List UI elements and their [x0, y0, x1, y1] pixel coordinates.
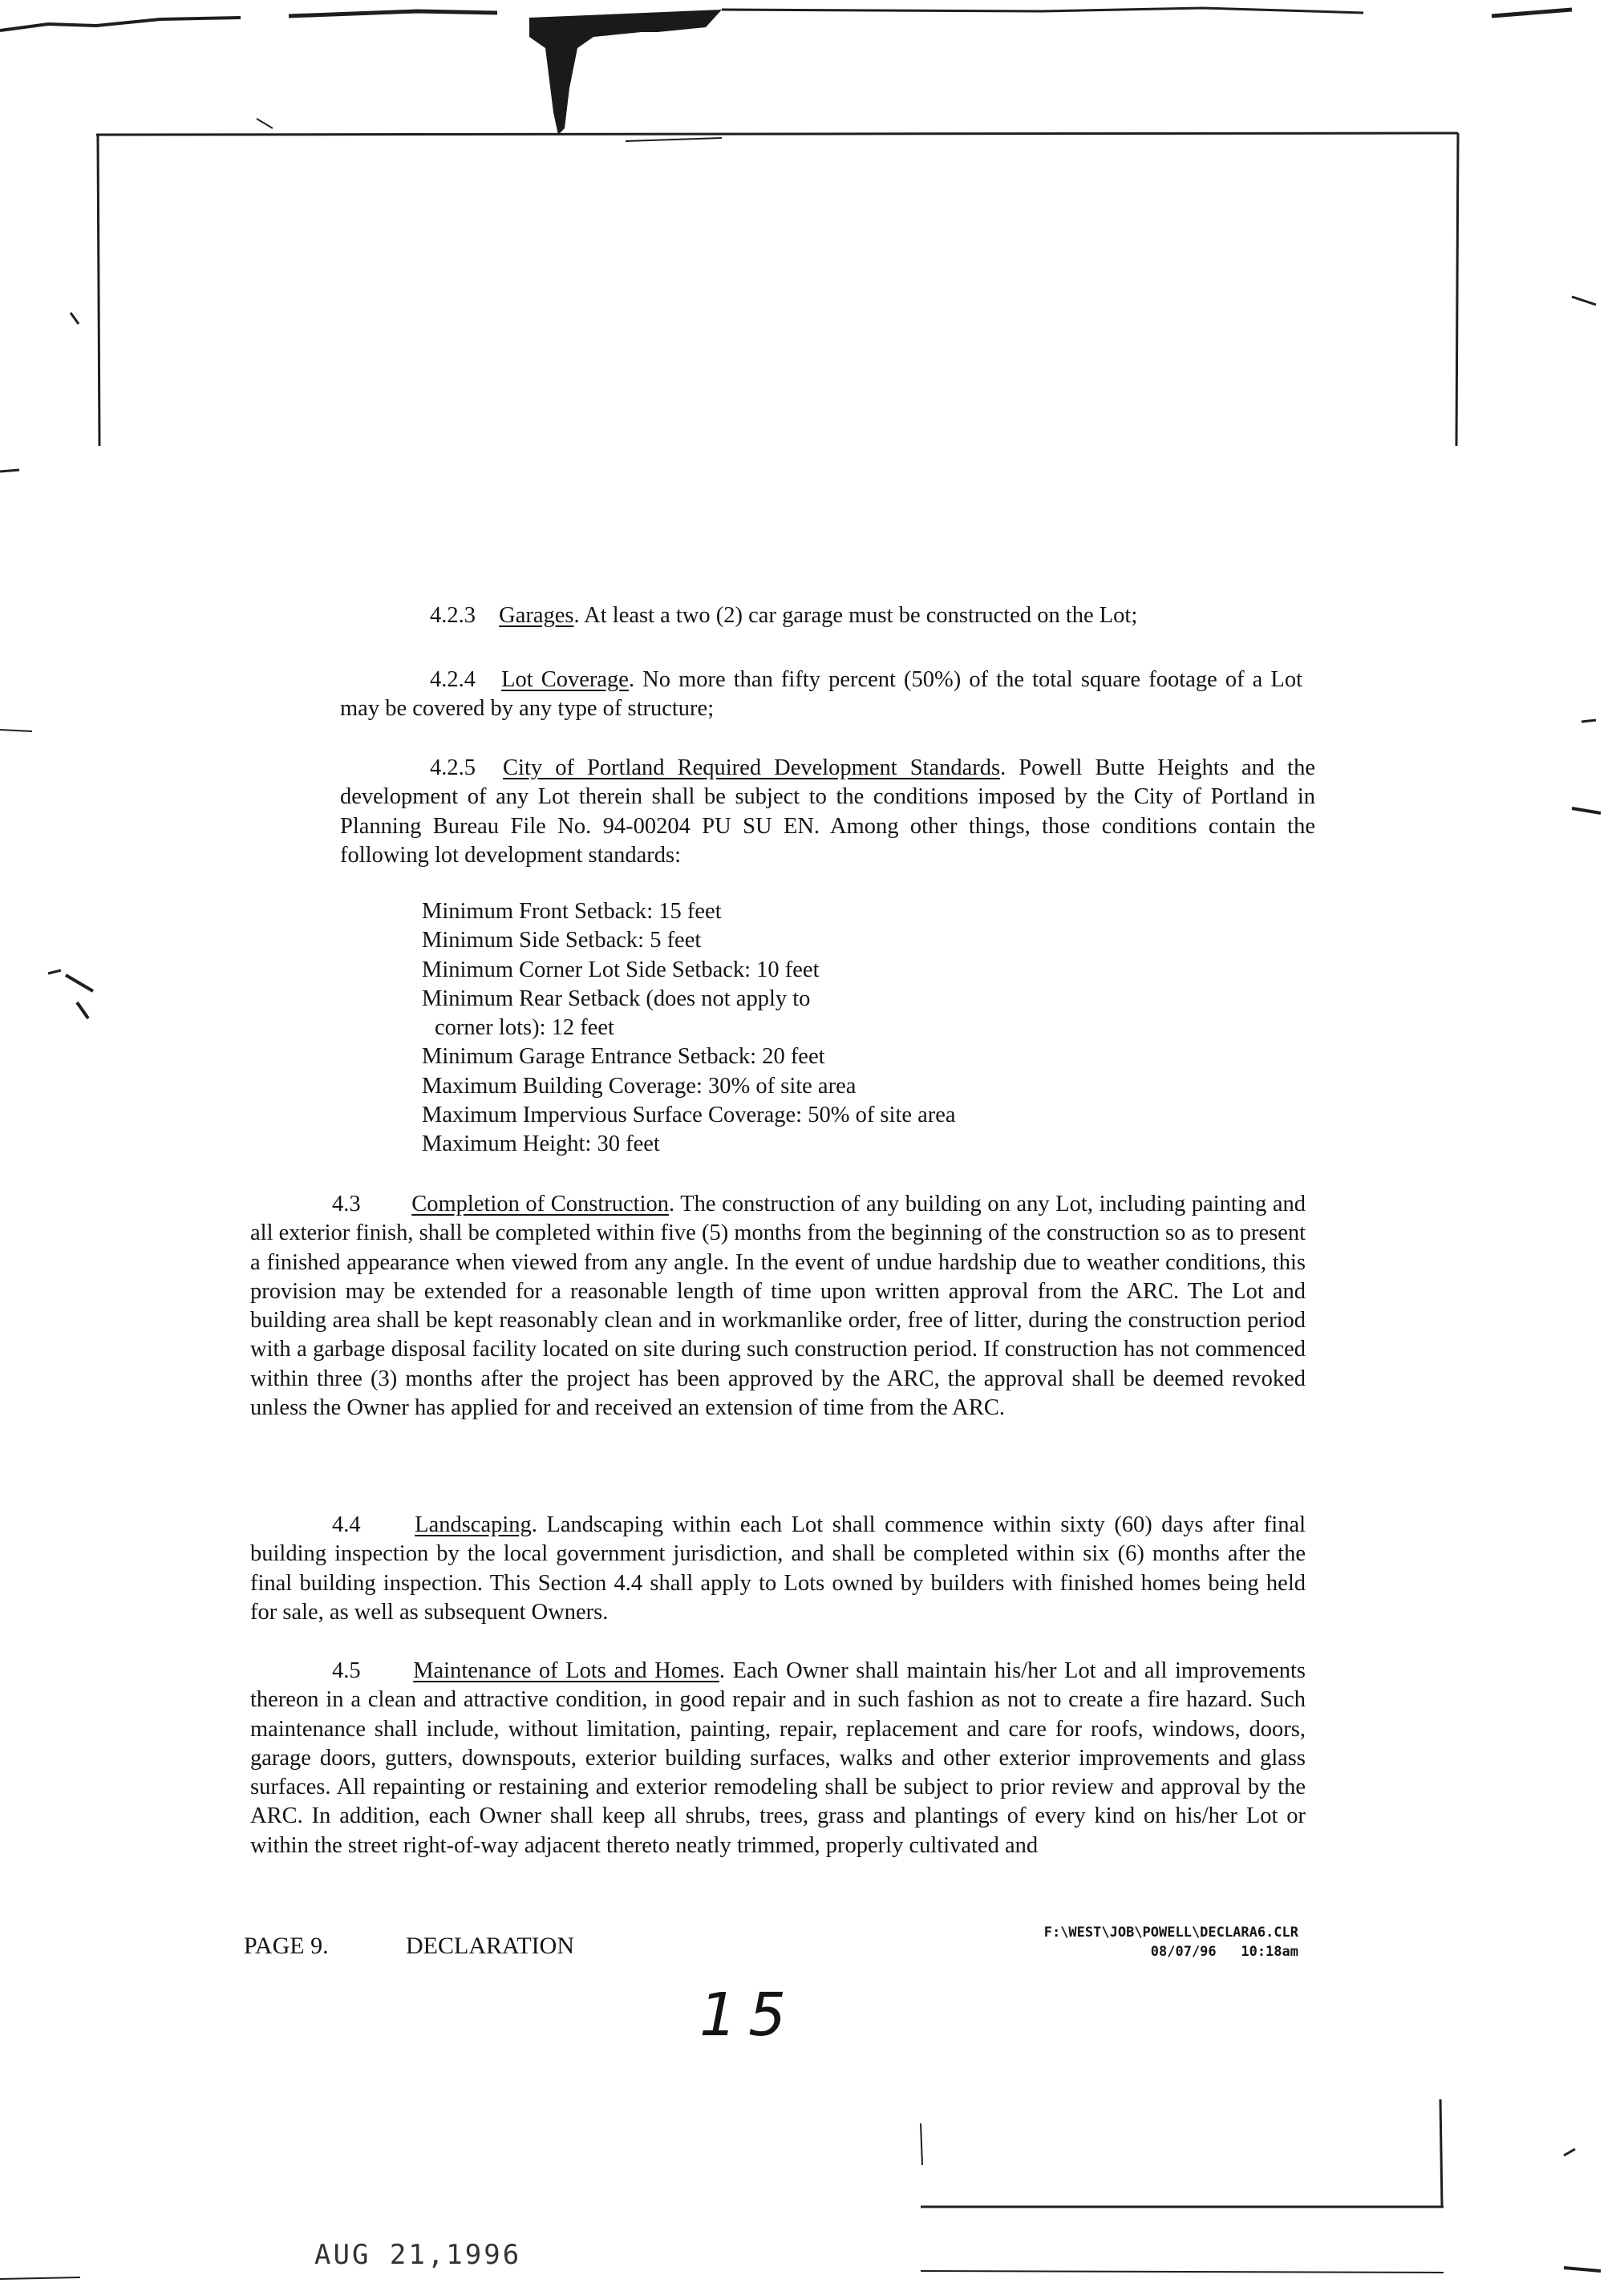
section-title-landscaping: Landscaping — [415, 1512, 532, 1537]
section-title-garages: Garages — [499, 603, 574, 628]
section-text: . Powell Butte Heights and the development of any Lot therein shall be subject to the conditions imposed by the City of Portland in Planning Bureau File No. 94-00204 PU SU EN. Among other things, those conditions contain the following lot development standards: — [340, 755, 1315, 868]
handwritten-page-number: 15 — [699, 1981, 798, 2050]
footer-page-number: PAGE 9. — [244, 1933, 329, 1959]
section-number: 4.4 — [332, 1512, 361, 1537]
list-item: Minimum Garage Entrance Setback: 20 feet — [422, 1044, 825, 1070]
list-item: Minimum Rear Setback (does not apply to — [422, 986, 811, 1011]
section-text: . The construction of any building on any Lot, including painting and all exterior finish, shall be completed within five (5) months from the beginning of the construction so as to present a finished appearance when viewed from any angle. In the event of undue hardship due to weather conditions, this provision may be extended for a reasonable length of time upon written approval from the ARC. The Lot and building area shall be kept reasonably clean and in workmanlike order, free of litter, during the construction period with a garbage disposal facility located on site during such construction period. If construction has not commenced within three (3) months after the project has been approved by the ARC, the approval shall be deemed revoked unless the Owner has applied for and received an extension of time from the ARC. — [250, 1192, 1306, 1421]
section-text: . Each Owner shall maintain his/her Lot and all improvements thereon in a clean and attractive condition, in good repair and in such fashion as not to create a fire hazard. Such maintenance shall include, without limitation, painting, repair, replacement and care for roofs, windows, doors, garage doors, gutters, downspouts, exterior building surfaces, walks and other exterior improvements and glass surfaces. All repainting or restaining and exterior remodeling shall be subject to prior review and approval by the ARC. In addition, each Owner shall keep all shrubs, trees, grass and plantings of every kind on his/her Lot or within the street right-of-way adjacent thereto neatly trimmed, properly cultivated and — [250, 1658, 1306, 1858]
section-number: 4.2.5 — [430, 755, 476, 780]
list-item: Minimum Side Setback: 5 feet — [422, 928, 702, 953]
section-4-3 — [250, 1190, 1306, 1423]
section-text: . At least a two (2) car garage must be constructed on the Lot; — [573, 603, 1138, 628]
section-number: 4.2.3 — [430, 603, 476, 628]
footer-timestamp: 08/07/96 10:18am — [1150, 1944, 1298, 1960]
section-title-completion: Completion of Construction — [411, 1192, 670, 1216]
section-4-2-3 — [340, 601, 1302, 630]
list-item: corner lots): 12 feet — [435, 1015, 614, 1041]
section-number: 4.2.4 — [430, 667, 476, 692]
section-4-2-5 — [340, 754, 1315, 870]
section-number: 4.5 — [332, 1658, 361, 1683]
section-number: 4.3 — [332, 1192, 361, 1216]
list-item: Minimum Front Setback: 15 feet — [422, 899, 722, 924]
list-item: Maximum Building Coverage: 30% of site area — [422, 1073, 857, 1099]
list-item: Maximum Height: 30 feet — [422, 1131, 660, 1157]
list-item: Minimum Corner Lot Side Setback: 10 feet — [422, 957, 820, 982]
section-4-5 — [250, 1657, 1306, 1860]
list-item: Maximum Impervious Surface Coverage: 50% of site area — [422, 1103, 956, 1128]
date-stamp: AUG 21,1996 — [314, 2239, 522, 2271]
section-4-4 — [250, 1511, 1306, 1627]
section-text: . No more than fifty percent (50%) of the total square footage of a Lot may be covered by any type of structure; — [340, 667, 1302, 722]
footer-file-path: F:\WEST\JOB\POWELL\DECLARA6.CLR — [1043, 1925, 1298, 1941]
section-title-lot-coverage: Lot Coverage — [501, 667, 629, 692]
development-standards-list — [422, 897, 956, 1160]
footer-document-title: DECLARATION — [406, 1933, 574, 1959]
section-text: . Landscaping within each Lot shall commence within sixty (60) days after final building inspection by the local government jurisdiction, and shall be completed within six (6) months after the final building inspection. This Section 4.4 shall apply to Lots owned by builders with finished homes being held for sale, as well as subsequent Owners. — [250, 1512, 1306, 1625]
section-title-maintenance: Maintenance of Lots and Homes — [413, 1658, 719, 1683]
section-4-2-4 — [340, 666, 1302, 724]
section-title-portland-standards: City of Portland Required Development Standards — [503, 755, 1001, 780]
